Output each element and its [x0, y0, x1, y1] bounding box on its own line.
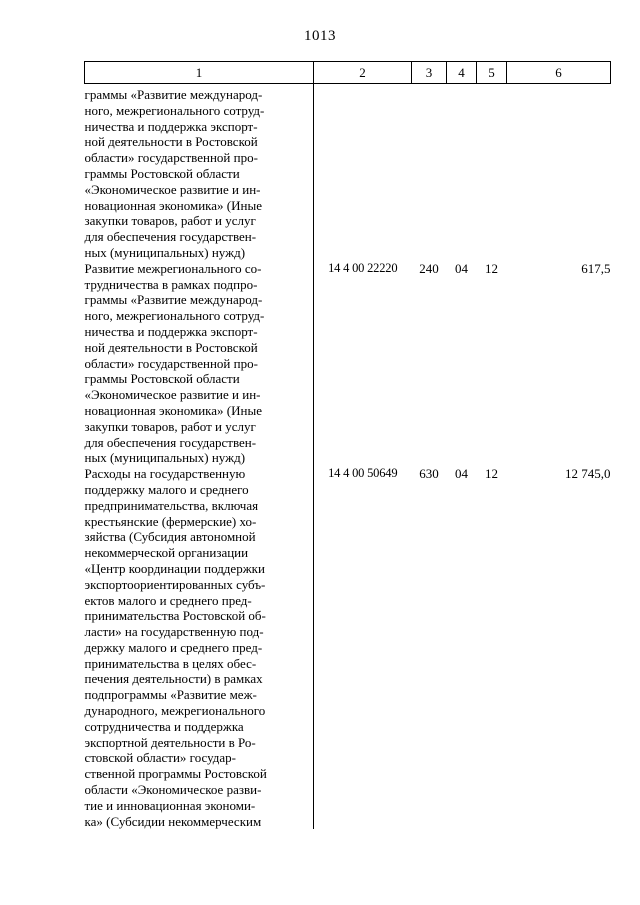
description-line: граммы Ростовской области — [84, 371, 240, 387]
row-description — [85, 466, 314, 829]
row-pr: 12 — [485, 260, 498, 276]
budget-table — [84, 61, 611, 829]
description-line: «Экономическое развитие и ин- — [84, 387, 261, 403]
row-pr: 12 — [485, 466, 498, 482]
description-line: ственной программы Ростовской — [84, 766, 267, 782]
description-line: граммы «Развитие международ- — [84, 87, 263, 102]
row-kvr: 240 — [419, 260, 439, 276]
table-header-row — [85, 62, 611, 84]
row-sum: 617,5 — [581, 260, 611, 276]
description-line: экспортной деятельности в Ро- — [84, 734, 256, 750]
row-rz: 04 — [455, 260, 468, 276]
description-line: новационная экономика» (Иные — [84, 197, 262, 213]
table-row — [85, 84, 611, 261]
description-line: ной деятельности в Ростовской — [84, 339, 258, 355]
row-description — [85, 261, 314, 466]
page-number: 1013 — [304, 28, 336, 44]
description-line: дународного, межрегионального — [84, 703, 266, 719]
description-line: Расходы на государственную — [84, 466, 246, 482]
column-header-1: 1 — [85, 62, 314, 84]
row-sum: 12 745,0 — [565, 466, 611, 482]
row-code: 14 4 00 50649 — [328, 466, 398, 481]
table-row — [85, 466, 611, 829]
description-line: принимательства в целях обес- — [84, 655, 257, 671]
description-line: стовской области» государ- — [84, 750, 237, 766]
description-line: области» государственной про- — [84, 355, 258, 371]
description-line: поддержку малого и среднего — [84, 481, 249, 497]
description-line: ка» (Субсидии некоммерческим — [84, 813, 262, 829]
description-line: предпринимательства, включая — [84, 497, 259, 513]
description-line: ничества и поддержка экспорт- — [84, 323, 258, 339]
description-line: Развитие межрегионального со- — [84, 260, 262, 276]
column-header-3: 3 — [412, 62, 447, 84]
description-line: некоммерческой организации — [84, 545, 249, 561]
column-header-2: 2 — [314, 62, 412, 84]
description-line: крестьянские (фермерские) хо- — [84, 513, 257, 529]
description-line: ектов малого и среднего пред- — [84, 592, 252, 608]
description-line: держку малого и среднего пред- — [84, 639, 263, 655]
column-header-4: 4 — [447, 62, 477, 84]
row-description — [85, 84, 314, 261]
description-line: для обеспечения государствен- — [84, 434, 257, 450]
description-line: подпрограммы «Развитие меж- — [84, 687, 257, 703]
row-kvr — [412, 84, 447, 261]
row-pr — [477, 84, 507, 261]
column-header-6: 6 — [507, 62, 611, 84]
row-code — [314, 84, 412, 261]
description-line: для обеспечения государствен- — [84, 229, 257, 245]
description-line: области» государственной про- — [84, 150, 258, 166]
row-rz: 04 — [455, 466, 468, 482]
description-line: ных (муниципальных) нужд) — [84, 450, 246, 466]
description-line: ного, межрегионального сотруд- — [84, 102, 265, 118]
description-line: ной деятельности в Ростовской — [84, 134, 258, 150]
description-line: зяйства (Субсидия автономной — [84, 529, 256, 545]
description-line: ласти» на государственную под- — [84, 624, 264, 640]
row-code: 14 4 00 22220 — [328, 260, 398, 275]
description-line: экспортоориентированных субъ- — [84, 576, 266, 592]
description-line: новационная экономика» (Иные — [84, 402, 262, 418]
description-line: принимательства Ростовской об- — [84, 608, 266, 624]
description-line: трудничества в рамках подпро- — [84, 276, 258, 292]
row-sum — [507, 84, 611, 261]
description-line: ного, межрегионального сотруд- — [84, 308, 265, 324]
description-line: граммы Ростовской области — [84, 165, 240, 181]
description-line: закупки товаров, работ и услуг — [84, 418, 256, 434]
description-line: области «Экономическое разви- — [84, 782, 262, 798]
row-rz — [447, 84, 477, 261]
description-line: тие и инновационная экономи- — [84, 797, 256, 813]
description-line: сотрудничества и поддержка — [84, 718, 244, 734]
description-line: печения деятельности) в рамках — [84, 671, 263, 687]
table-row — [85, 261, 611, 466]
description-line: ничества и поддержка экспорт- — [84, 118, 258, 134]
description-line: граммы «Развитие международ- — [84, 292, 263, 308]
row-kvr: 630 — [419, 466, 439, 482]
description-line: «Экономическое развитие и ин- — [84, 181, 261, 197]
description-line: закупки товаров, работ и услуг — [84, 213, 256, 229]
column-header-5: 5 — [477, 62, 507, 84]
description-line: ных (муниципальных) нужд) — [84, 244, 246, 260]
description-line: «Центр координации поддержки — [84, 560, 265, 576]
